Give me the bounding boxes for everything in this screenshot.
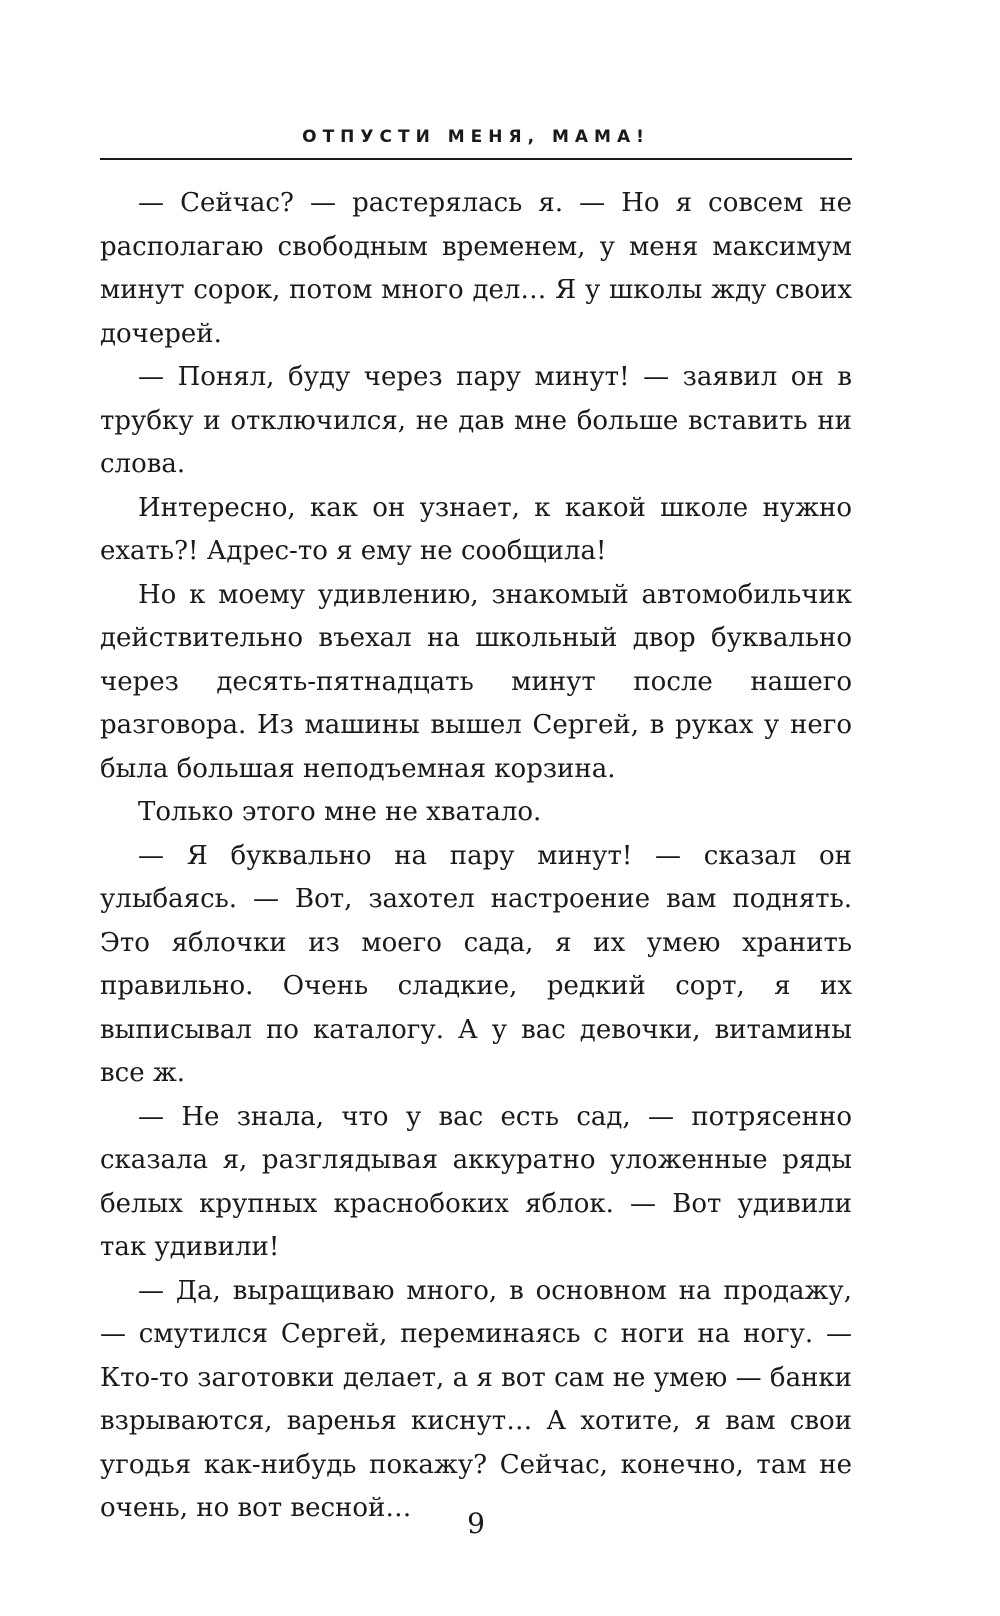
paragraph: Интересно, как он узнает, к какой школе нужно ехать?! Адрес-то я ему не сообщила! bbox=[100, 492, 852, 566]
paragraph: — Я буквально на пару минут! — сказал он улыбаясь. — Вот, захотел настроение вам поднять. Это яблочки из моего сада, я их умею хранить правильно. Очень сладкие, редкий сорт, я их выписывал по каталогу. А у вас девочки, витамины все ж. bbox=[100, 840, 852, 1088]
paragraph: — Не знала, что у вас есть сад, — потрясенно сказала я, разглядывая аккуратно уложенные ряды белых крупных краснобоких яблок. — Вот удивили так удивили! bbox=[100, 1101, 852, 1262]
running-title: ОТПУСТИ МЕНЯ, МАМА! bbox=[302, 127, 650, 147]
paragraph: Только этого мне не хватало. bbox=[138, 797, 542, 827]
paragraph: — Сейчас? — растерялась я. — Но я совсем не располагаю свободным временем, у меня максимум минут сорок, потом много дел… Я у школы жду своих дочерей. bbox=[100, 188, 852, 349]
paragraph: — Понял, буду через пару минут! — заявил он в трубку и отключился, не дав мне больше вставить ни слова. bbox=[100, 362, 852, 479]
header-rule bbox=[100, 158, 852, 160]
paragraph: — Да, выращиваю много, в основном на продажу, — смутился Сергей, переминаясь с ноги на ногу. — Кто-то заготовки делает, а я вот сам не умею — банки взрываются, варенья киснут… А хотите, я вам свои угодья как-нибудь покажу? Сейчас, конечно, там не очень, но вот весной… bbox=[100, 1275, 852, 1523]
paragraph: Но к моему удивлению, знакомый автомобильчик действительно въехал на школьный двор буквально через десять-пятнадцать минут после нашего разговора. Из машины вышел Сергей, в руках у него была большая неподъемная корзина. bbox=[100, 579, 852, 784]
body-text bbox=[100, 182, 852, 1531]
page-number: 9 bbox=[467, 1507, 485, 1540]
